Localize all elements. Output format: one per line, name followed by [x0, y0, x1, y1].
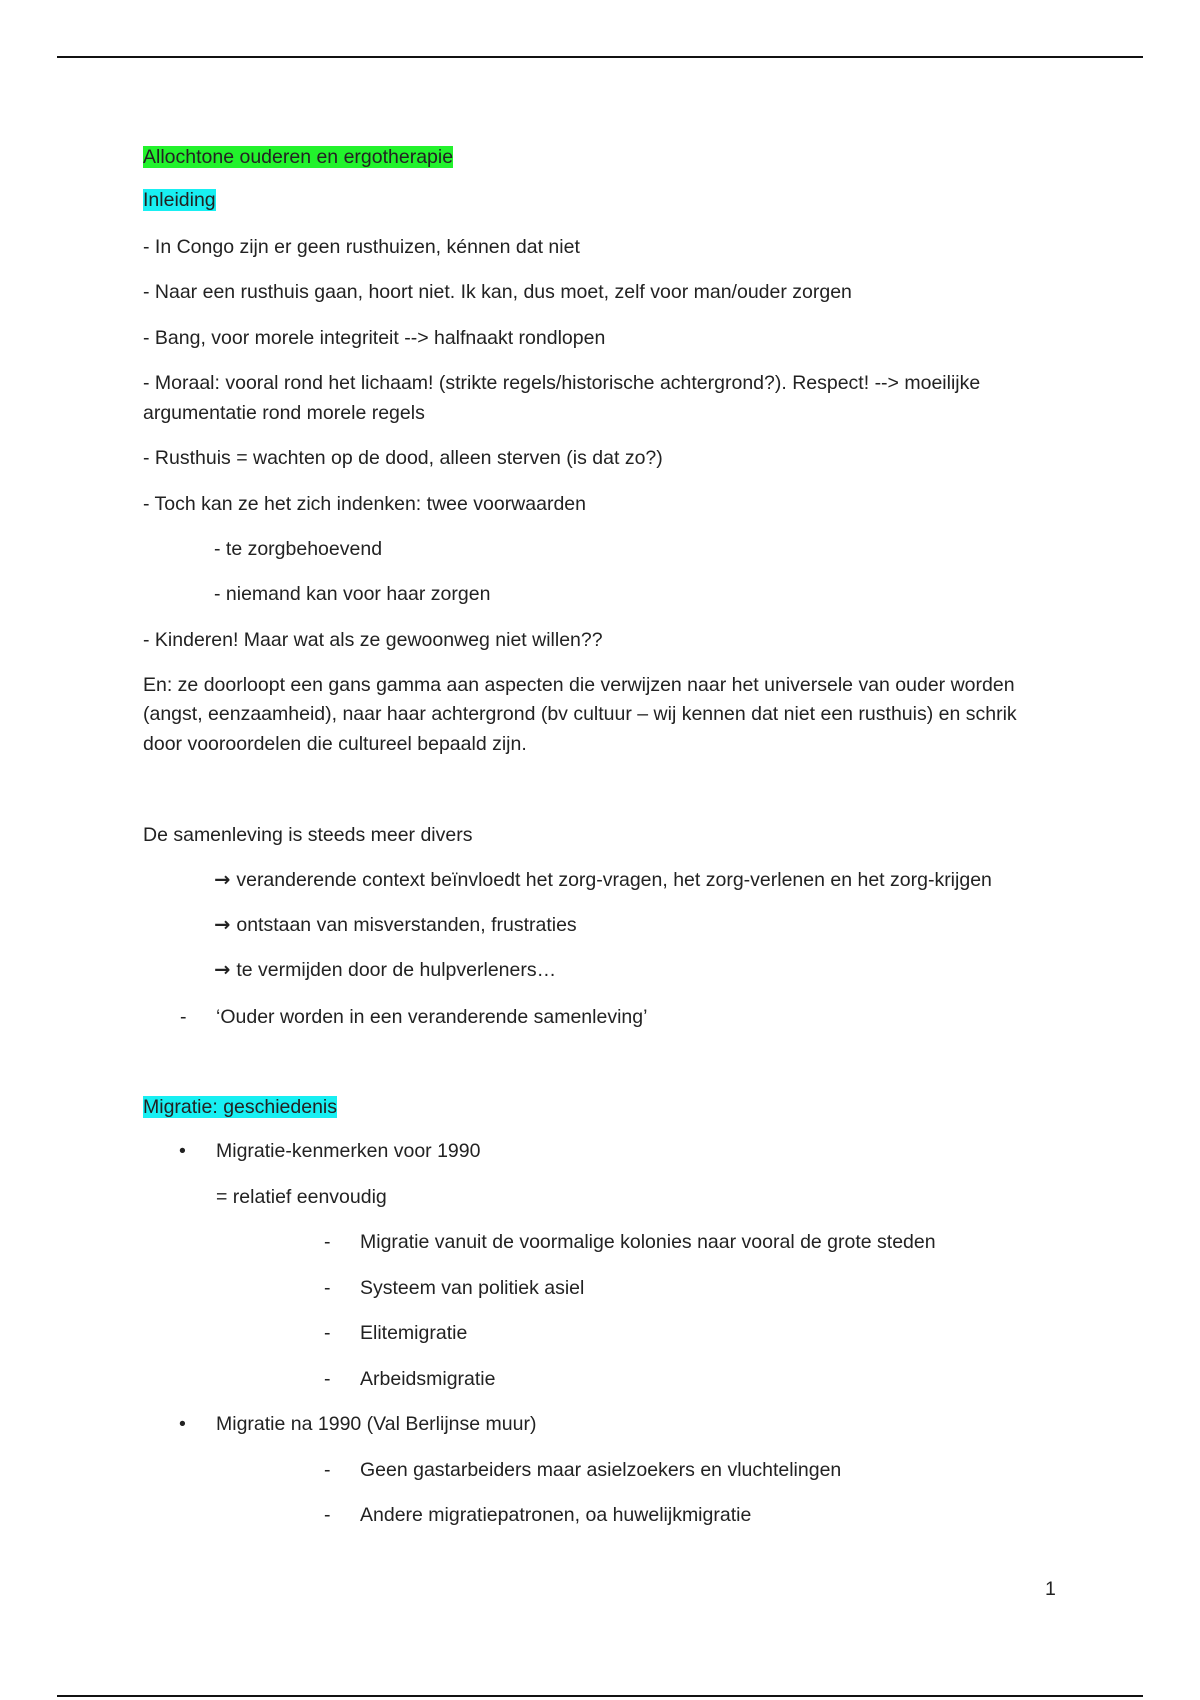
heading-highlight: Migratie: geschiedenis [143, 1096, 338, 1118]
arrow-item-text: te vermijden door de hulpverleners… [236, 959, 557, 981]
sub-list-item: Migratie vanuit de voormalige kolonies naar vooral de grote steden [360, 1231, 936, 1253]
header-rule [57, 56, 1143, 58]
list-item-continuation: argumentatie rond morele regels [143, 402, 425, 424]
quote-line: ‘Ouder worden in een veranderende samenleving’ [216, 1006, 648, 1028]
bullet-item: Migratie na 1990 (Val Berlijnse muur) [216, 1413, 537, 1435]
page-number: 1 [1045, 1578, 1056, 1600]
list-item: - Toch kan ze het zich indenken: twee voorwaarden [143, 493, 586, 515]
bullet-subtext: = relatief eenvoudig [216, 1186, 387, 1208]
dash-marker: - [324, 1231, 331, 1253]
list-item: - Moraal: vooral rond het lichaam! (strikte regels/historische achtergrond?). Respect! --> moeilijke [143, 372, 981, 394]
arrow-item-text: ontstaan van misverstanden, frustraties [236, 914, 577, 936]
list-item: - Bang, voor morele integriteit --> halfnaakt rondlopen [143, 327, 606, 349]
sub-list-item: Geen gastarbeiders maar asielzoekers en vluchtelingen [360, 1459, 842, 1481]
title-highlight: Allochtone ouderen en ergotherapie [143, 146, 454, 168]
dash-marker: - [324, 1459, 331, 1481]
sub-list-item: Andere migratiepatronen, oa huwelijkmigratie [360, 1504, 752, 1526]
section-heading-migratie [143, 1093, 337, 1121]
arrow-item [214, 911, 577, 939]
section-heading-inleiding [143, 186, 216, 214]
arrow-right-icon: → [214, 913, 231, 936]
dash-marker: - [324, 1322, 331, 1344]
list-item: - In Congo zijn er geen rusthuizen, kénnen dat niet [143, 236, 580, 258]
arrow-item [214, 866, 992, 894]
footer-rule [57, 1695, 1143, 1697]
list-item: - Naar een rusthuis gaan, hoort niet. Ik kan, dus moet, zelf voor man/ouder zorgen [143, 281, 852, 303]
sub-list-item: Arbeidsmigratie [360, 1368, 496, 1390]
document-title [143, 143, 453, 171]
bullet-item: Migratie-kenmerken voor 1990 [216, 1140, 481, 1162]
arrow-right-icon: → [214, 868, 231, 891]
arrow-right-icon: → [214, 958, 231, 981]
heading-highlight: Inleiding [143, 189, 216, 211]
sub-list-item: Systeem van politiek asiel [360, 1277, 585, 1299]
bullet-marker: • [179, 1140, 186, 1162]
list-item: - Rusthuis = wachten op de dood, alleen sterven (is dat zo?) [143, 447, 663, 469]
dash-marker: - [324, 1277, 331, 1299]
dash-marker: - [324, 1504, 331, 1526]
paragraph-line: En: ze doorloopt een gans gamma aan aspecten die verwijzen naar het universele van ouder worden [143, 674, 1015, 696]
paragraph-line: door vooroordelen die cultureel bepaald zijn. [143, 733, 527, 755]
paragraph-line: De samenleving is steeds meer divers [143, 824, 473, 846]
paragraph-line: (angst, eenzaamheid), naar haar achtergrond (bv cultuur – wij kennen dat niet een rusthuis) en schrik [143, 703, 1017, 725]
list-item: - Kinderen! Maar wat als ze gewoonweg niet willen?? [143, 629, 603, 651]
dash-marker: - [180, 1006, 187, 1028]
sub-list-item: - te zorgbehoevend [214, 538, 383, 560]
dash-marker: - [324, 1368, 331, 1390]
bullet-marker: • [179, 1413, 186, 1435]
arrow-item [214, 956, 556, 984]
sub-list-item: Elitemigratie [360, 1322, 468, 1344]
sub-list-item: - niemand kan voor haar zorgen [214, 583, 491, 605]
arrow-item-text: veranderende context beïnvloedt het zorg-vragen, het zorg-verlenen en het zorg-krijgen [236, 869, 992, 891]
